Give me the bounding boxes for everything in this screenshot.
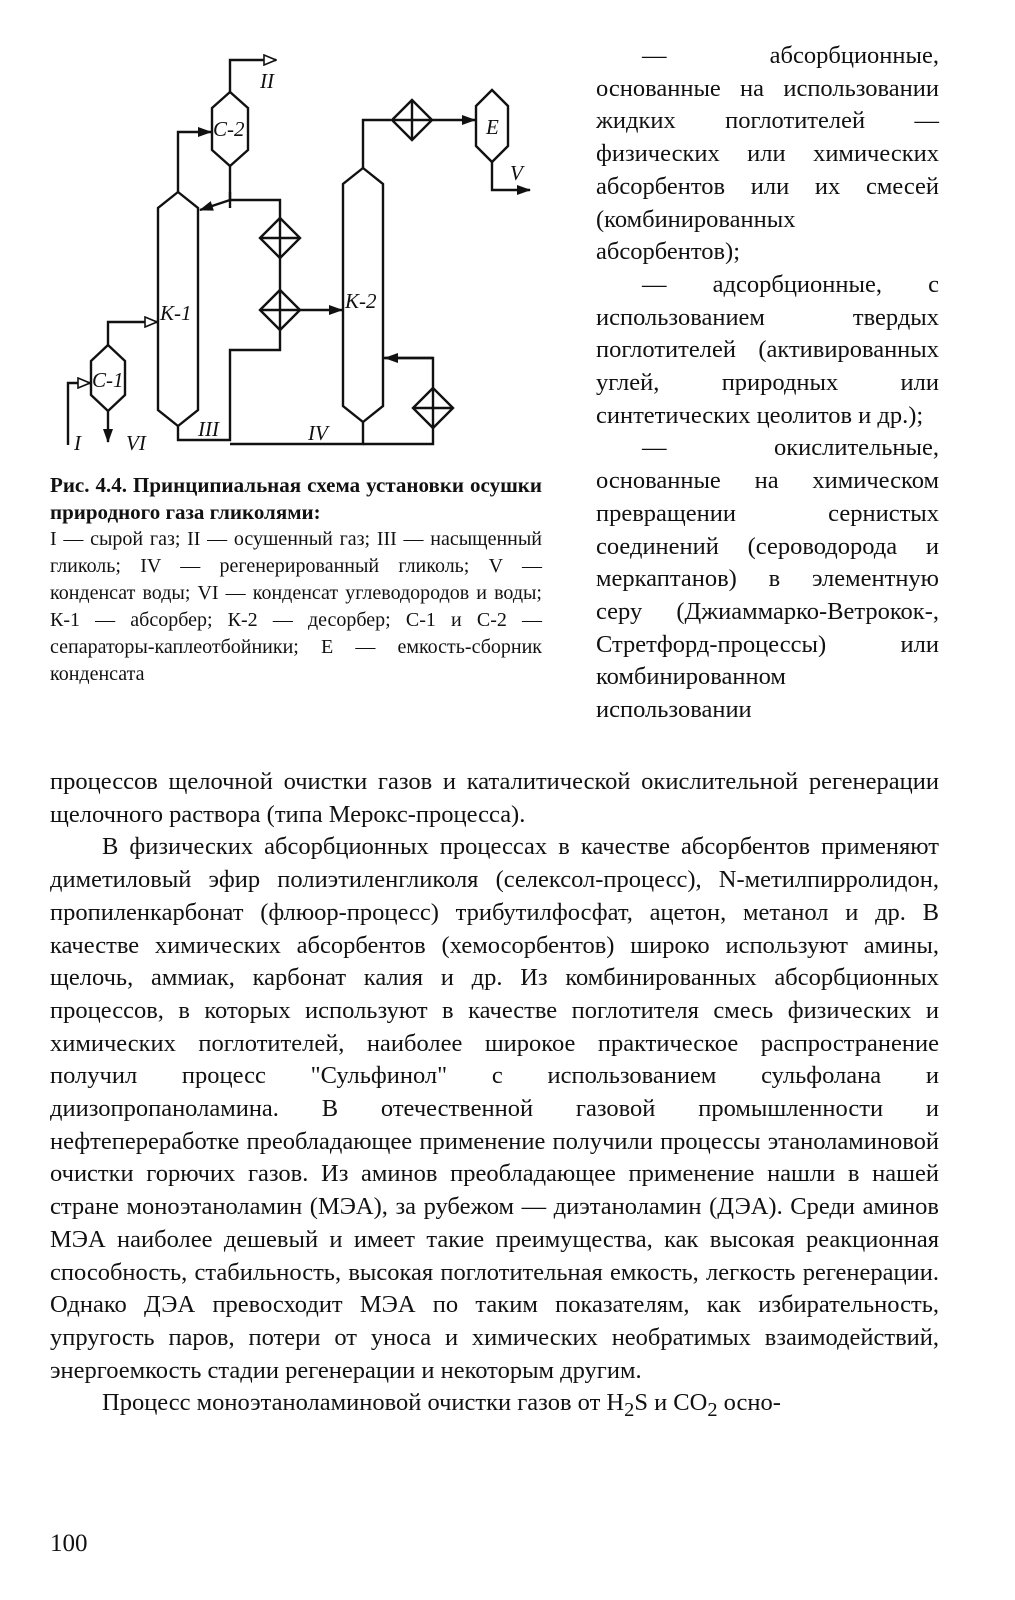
label-stream-5: V bbox=[510, 161, 523, 185]
label-stream-4: IV bbox=[308, 421, 328, 445]
page-number: 100 bbox=[50, 1530, 88, 1557]
diagram-svg bbox=[50, 40, 550, 460]
paragraph-mea-process: Процесс моноэтаноламиновой очистки газов от $H_2S$ и $CO_2$ осно- bbox=[102, 1389, 781, 1422]
body-text bbox=[50, 766, 939, 1427]
label-k1: K-1 bbox=[160, 301, 192, 325]
paragraph-absorbents: В физических абсорбционных процессах в качестве абсорбентов применяют диметиловый эфир полиэтиленгликоля (селексол-процесс), N-метилпирролидон, пропиленкарбонат (флюор-процесс) трибутилфосфат, ацетон, метанол и др. В качестве химических абсорбентов (хемосорбентов) широко используют амины, щелочь, аммиак, карбонат калия и др. Из комбинированных абсорбционных процессов, в которых используют в качестве поглотителя смесь физических и химических поглотителей, наиболее широкое практическое распространение получил процесс "Сульфинол" с использованием сульфолана и диизопропаноламина. В отечественной газовой промышленности и нефтепереработке преобладающее применение получили процессы этаноламиновой очистки горючих газов. Из аминов преобладающее применение нашли в нашей стране моноэтаноламин (МЭА), за рубежом — диэтаноламин (ДЭА). Среди аминов МЭА наиболее дешевый и имеет такие преимущества, как высокая реакционная способность, стабильность, высокая поглотительная емкость, легкость регенерации. Однако ДЭА превосходит МЭА по таким показателям, как избирательность, упругость паров, потери от уноса и химических необратимых взаимодействий, энергоемкость стадии регенерации и некоторым другим. bbox=[50, 833, 939, 1384]
list-item-absorption: — абсорбционные, основанные на использовании жидких поглотителей — физических или химических абсорбентов или их смесей (комбинированных абсорбентов); bbox=[596, 42, 939, 266]
label-stream-3: III bbox=[198, 417, 219, 441]
process-diagram bbox=[50, 40, 550, 460]
label-c1: C-1 bbox=[92, 368, 124, 392]
figure-caption bbox=[50, 472, 542, 688]
label-e: E bbox=[486, 115, 499, 139]
label-c2: C-2 bbox=[213, 117, 245, 141]
label-stream-1: I bbox=[74, 431, 81, 455]
heat-exchanger-2 bbox=[260, 290, 300, 330]
right-column bbox=[596, 40, 939, 727]
list-item-oxidation: — окислительные, основанные на химическом превращении сернистых соединений (сероводорода и меркаптанов) в элементную серу (Джиаммарко-Ветрокок-, Стретфорд-процессы) или комбинированном использовании bbox=[596, 434, 939, 724]
heat-exchanger-4 bbox=[413, 388, 453, 428]
label-k2: K-2 bbox=[345, 289, 377, 313]
list-item-adsorption: — адсорбционные, с использованием твердых поглотителей (активированных углей, природных или синтетических цеолитов и др.); bbox=[596, 270, 939, 429]
continuation-paragraph: процессов щелочной очистки газов и каталитической окислительной регенерации щелочного раствора (типа Мерокс-процесса). bbox=[50, 768, 939, 828]
caption-legend: I — сырой газ; II — осушенный газ; III — насыщенный гликоль; IV — регенерированный гликоль; V — конденсат воды; VI — конденсат углеводородов и воды; К-1 — абсорбер; К-2 — десорбер; С-1 и С-2 — сепараторы-каплеотбойники; E — емкость-сборник конденсата bbox=[50, 528, 542, 685]
heat-exchanger-1 bbox=[260, 218, 300, 258]
label-stream-6: VI bbox=[126, 431, 146, 455]
caption-title: Рис. 4.4. Принципиальная схема установки осушки природного газа гликолями: bbox=[50, 473, 542, 524]
heat-exchanger-3 bbox=[392, 100, 432, 140]
label-stream-2: II bbox=[260, 69, 274, 93]
